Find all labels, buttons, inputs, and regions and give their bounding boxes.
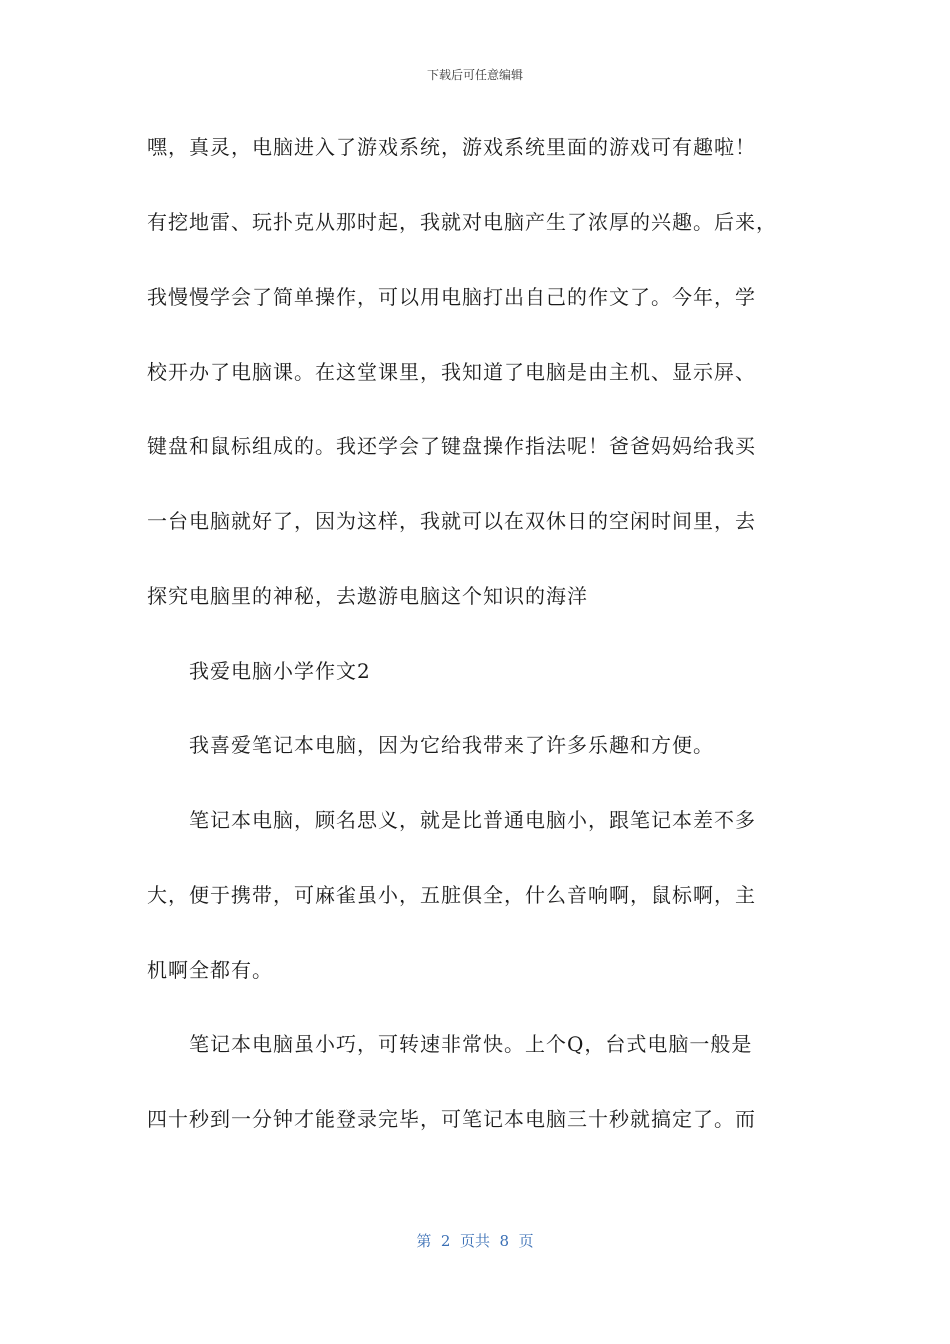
body-line: 嘿，真灵，电脑进入了游戏系统，游戏系统里面的游戏可有趣啦！ bbox=[147, 135, 756, 159]
body-line: 探究电脑里的神秘，去遨游电脑这个知识的海洋 bbox=[147, 584, 588, 608]
body-line: 键盘和鼠标组成的。我还学会了键盘操作指法呢！爸爸妈妈给我买 bbox=[147, 434, 756, 458]
body-line: 我喜爱笔记本电脑，因为它给我带来了许多乐趣和方便。 bbox=[189, 733, 714, 757]
body-line: 笔记本电脑虽小巧，可转速非常快。上个Q，台式电脑一般是 bbox=[189, 1032, 753, 1056]
body-line: 大，便于携带，可麻雀虽小，五脏俱全，什么音响啊，鼠标啊，主 bbox=[147, 883, 756, 907]
body-line: 机啊全都有。 bbox=[147, 958, 273, 982]
body-line: 笔记本电脑，顾名思义，就是比普通电脑小，跟笔记本差不多 bbox=[189, 808, 756, 832]
body-line: 校开办了电脑课。在这堂课里，我知道了电脑是由主机、显示屏、 bbox=[147, 360, 756, 384]
section-title: 我爱电脑小学作文2 bbox=[189, 659, 371, 683]
page-header: 下载后可任意编辑 bbox=[426, 68, 523, 82]
body-line: 一台电脑就好了，因为这样，我就可以在双休日的空闲时间里，去 bbox=[147, 509, 756, 533]
body-line: 四十秒到一分钟才能登录完毕，可笔记本电脑三十秒就搞定了。而 bbox=[147, 1107, 756, 1131]
body-line: 有挖地雷、玩扑克从那时起，我就对电脑产生了浓厚的兴趣。后来， bbox=[147, 210, 777, 234]
body-line: 我慢慢学会了简单操作，可以用电脑打出自己的作文了。今年，学 bbox=[147, 285, 756, 309]
page-number-footer: 第 2 页共 8 页 bbox=[416, 1232, 534, 1250]
